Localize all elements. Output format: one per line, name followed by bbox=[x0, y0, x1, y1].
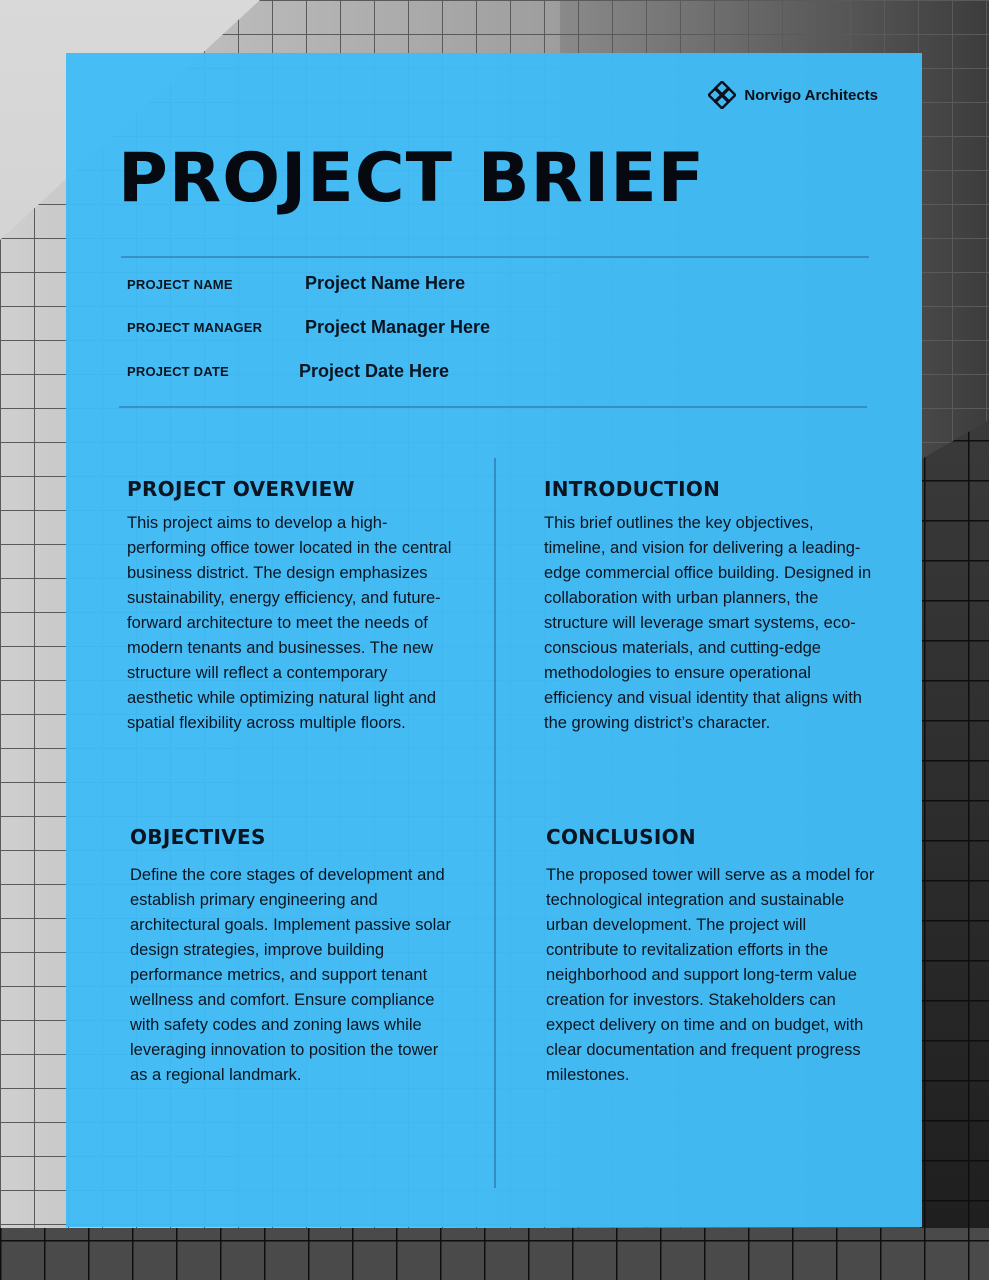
column-divider bbox=[494, 458, 496, 1188]
section-body: This brief outlines the key objectives, timeline, and vision for delivering a leading-edge commercial office building. Designed in collaboration with urban planners, the structure will leverage smart systems, eco-conscious materials, and cutting-edge methodologies to ensure operational efficiency and visual identity that aligns with the growing district’s character. bbox=[544, 514, 872, 732]
section-conclusion bbox=[546, 825, 876, 1088]
brand bbox=[708, 81, 878, 109]
diamond-grid-logo-icon bbox=[708, 81, 736, 109]
project-brief-card bbox=[66, 53, 922, 1227]
section-heading: OBJECTIVES bbox=[130, 825, 266, 849]
section-introduction bbox=[544, 477, 874, 736]
top-divider bbox=[121, 256, 869, 258]
project-manager-value: Project Manager Here bbox=[305, 317, 491, 337]
project-name-value: Project Name Here bbox=[305, 273, 466, 293]
project-date-label: PROJECT DATE bbox=[127, 364, 229, 379]
page-title: PROJECT BRIEF bbox=[118, 139, 706, 218]
section-body: This project aims to develop a high-performing office tower located in the central business district. The design emphasizes sustainability, energy efficiency, and future-forward architecture to meet the needs of modern tenants and businesses. The new structure will reflect a contemporary aesthetic while optimizing natural light and spatial flexibility across multiple floors. bbox=[127, 514, 452, 732]
project-date-value: Project Date Here bbox=[299, 361, 450, 381]
section-body: Define the core stages of development and establish primary engineering and architectural goals. Implement passive solar design strategies, improve building performance metrics, and support tenant wellness and comfort. Ensure compliance with safety codes and zoning laws while leveraging innovation to position the tower as a regional landmark. bbox=[130, 866, 451, 1084]
project-manager-label: PROJECT MANAGER bbox=[127, 320, 263, 335]
project-name-label: PROJECT NAME bbox=[127, 277, 233, 292]
section-body: The proposed tower will serve as a model for technological integration and sustainable urban development. The project will contribute to revitalization efforts in the neighborhood and support long-term value creation for investors. Stakeholders can expect delivery on time and on budget, with clear documentation and frequent progress milestones. bbox=[546, 866, 875, 1084]
section-heading: CONCLUSION bbox=[546, 825, 696, 849]
bottom-divider bbox=[119, 406, 867, 408]
section-heading: INTRODUCTION bbox=[544, 477, 721, 501]
brand-name: Norvigo Architects bbox=[744, 86, 878, 104]
section-objectives bbox=[130, 825, 460, 1088]
section-project-overview bbox=[127, 477, 457, 736]
section-heading: PROJECT OVERVIEW bbox=[127, 477, 355, 501]
